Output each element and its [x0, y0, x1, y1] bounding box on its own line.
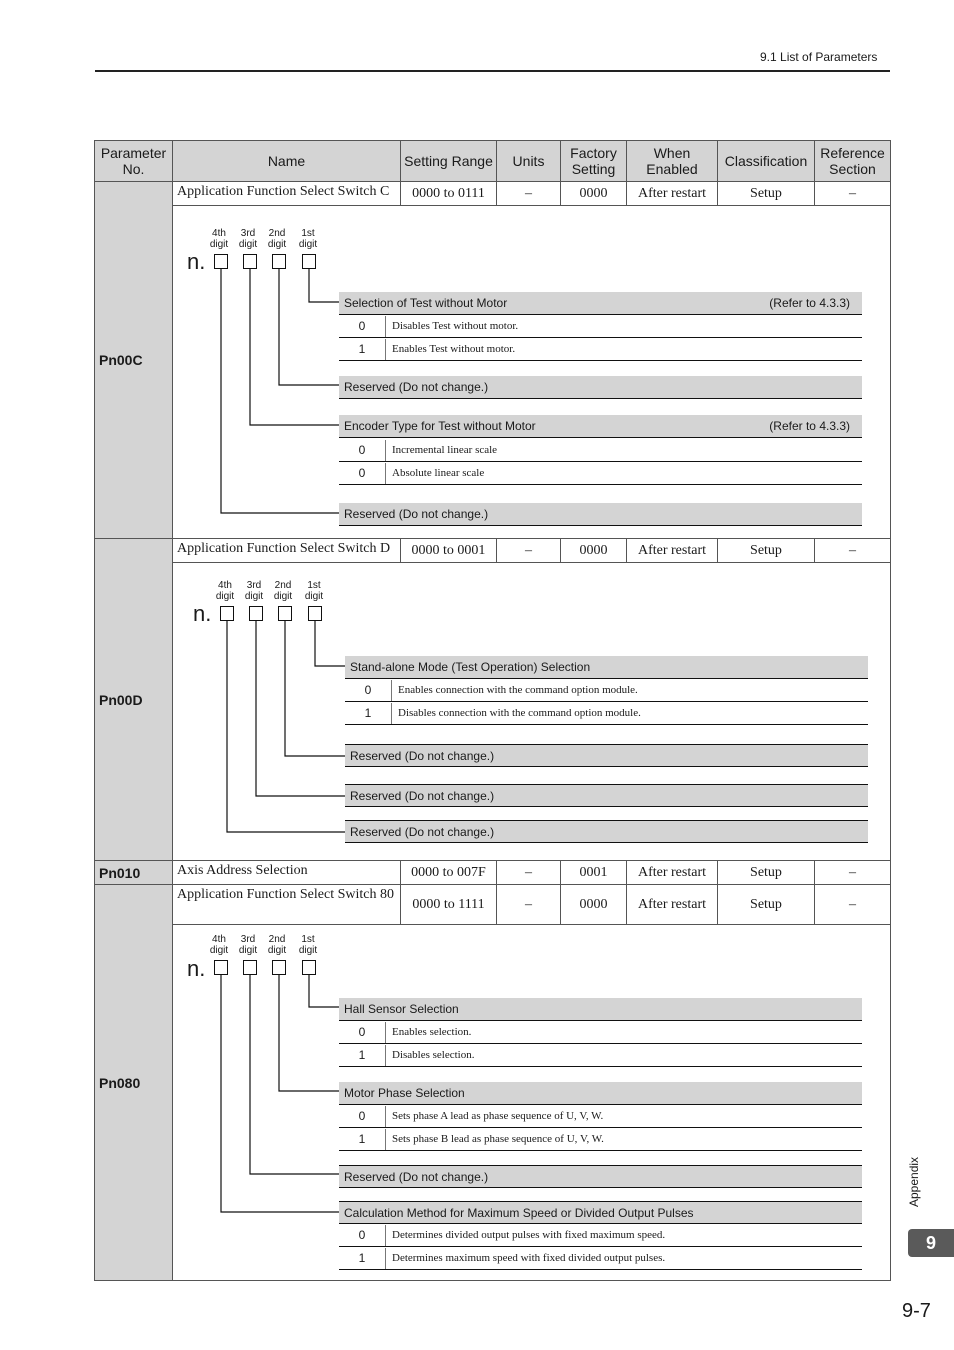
digit-setting-title: Reserved (Do not change.): [345, 784, 868, 807]
reference-section: –: [815, 182, 891, 206]
appendix-side-label: Appendix: [907, 1156, 921, 1207]
col-header-factory-setting: Factory Setting: [561, 141, 627, 182]
classification: Setup: [718, 182, 815, 206]
col-header-setting-range: Setting Range: [401, 141, 497, 182]
table-row: [95, 539, 891, 563]
option-row: 0 Enables selection.: [339, 1022, 862, 1044]
col-header-name: Name: [173, 141, 401, 182]
digit-setting-title: Reserved (Do not change.): [339, 376, 862, 399]
header-rule: [95, 70, 890, 72]
table-row: [95, 861, 891, 885]
digit-setting-title: Reserved (Do not change.): [345, 820, 868, 843]
option-row: 1 Enables Test without motor.: [339, 339, 862, 361]
digit-diagram-pn080: [173, 925, 891, 1281]
n-prefix: n.: [193, 601, 212, 626]
table-row: [95, 885, 891, 925]
reference-note: (Refer to 4.3.3): [769, 296, 850, 310]
param-number: Pn080: [95, 885, 173, 1281]
reference-note: (Refer to 4.3.3): [769, 419, 850, 433]
when-enabled: After restart: [627, 182, 718, 206]
digit-setting-title: Reserved (Do not change.): [339, 503, 862, 526]
digit-label-2nd: 2nd digit: [267, 934, 287, 956]
digit-setting-title: Hall Sensor Selection: [339, 998, 862, 1021]
table-row: [95, 182, 891, 206]
table-header-row: [95, 141, 891, 182]
digit-setting-title: Encoder Type for Test without Motor (Refer to 4.3.3): [339, 415, 862, 438]
digit-setting-title: Motor Phase Selection: [339, 1082, 862, 1105]
param-name: Application Function Select Switch C: [173, 182, 401, 206]
digit-diagram-pn00d: [173, 563, 891, 861]
option-row: 0 Enables connection with the command option module.: [345, 680, 868, 702]
option-row: 0 Disables Test without motor.: [339, 316, 862, 338]
digit-setting-title: Calculation Method for Maximum Speed or Divided Output Pulses: [339, 1201, 862, 1224]
units: –: [497, 539, 561, 563]
factory-setting: 0000: [561, 885, 627, 925]
when-enabled: After restart: [627, 885, 718, 925]
option-row: 0 Incremental linear scale: [339, 440, 862, 462]
option-row: 0 Sets phase A lead as phase sequence of U, V, W.: [339, 1106, 862, 1128]
digit-diagram-pn00c: [173, 206, 891, 539]
digit-setting-title: Reserved (Do not change.): [339, 1165, 862, 1188]
param-name: Application Function Select Switch 80: [173, 885, 401, 925]
digit-label-1st: 1st digit: [298, 934, 318, 956]
param-number: Pn010: [95, 861, 173, 885]
classification: Setup: [718, 885, 815, 925]
leader-lines: [173, 206, 893, 536]
option-row: 0 Absolute linear scale: [339, 463, 862, 485]
digit-label-3rd: 3rd digit: [238, 934, 258, 956]
option-row: 1 Determines maximum speed with fixed divided output pulses.: [339, 1248, 862, 1270]
section-header: 9.1 List of Parameters: [760, 50, 878, 64]
param-number: Pn00D: [95, 539, 173, 861]
option-row: 1 Disables connection with the command option module.: [345, 703, 868, 725]
classification: Setup: [718, 539, 815, 563]
digit-label-4th: 4th digit: [209, 228, 229, 250]
digit-setting-title: Selection of Test without Motor (Refer to 4.3.3): [339, 292, 862, 315]
col-header-units: Units: [497, 141, 561, 182]
digit-label-3rd: 3rd digit: [238, 228, 258, 250]
units: –: [497, 861, 561, 885]
setting-range: 0000 to 0001: [401, 539, 497, 563]
setting-range: 0000 to 0111: [401, 182, 497, 206]
param-number: Pn00C: [95, 182, 173, 539]
option-row: 0 Determines divided output pulses with fixed maximum speed.: [339, 1225, 862, 1247]
factory-setting: 0000: [561, 539, 627, 563]
digit-setting-title: Stand-alone Mode (Test Operation) Selection: [345, 656, 868, 679]
units: –: [497, 182, 561, 206]
digit-label-2nd: 2nd digit: [267, 228, 287, 250]
factory-setting: 0001: [561, 861, 627, 885]
classification: Setup: [718, 861, 815, 885]
chapter-tab: 9: [908, 1229, 954, 1257]
n-prefix: n.: [187, 956, 206, 981]
digit-label-3rd: 3rd digit: [244, 580, 264, 602]
option-row: 1 Sets phase B lead as phase sequence of U, V, W.: [339, 1129, 862, 1151]
n-prefix: n.: [187, 249, 206, 274]
param-name: Axis Address Selection: [173, 861, 401, 885]
param-name: Application Function Select Switch D: [173, 539, 401, 563]
units: –: [497, 885, 561, 925]
col-header-param-no: Parameter No.: [95, 141, 173, 182]
when-enabled: After restart: [627, 539, 718, 563]
col-header-classification: Classification: [718, 141, 815, 182]
when-enabled: After restart: [627, 861, 718, 885]
reference-section: –: [815, 885, 891, 925]
reference-section: –: [815, 861, 891, 885]
col-header-when-enabled: When Enabled: [627, 141, 718, 182]
digit-label-2nd: 2nd digit: [273, 580, 293, 602]
digit-label-4th: 4th digit: [209, 934, 229, 956]
digit-label-4th: 4th digit: [215, 580, 235, 602]
digit-label-1st: 1st digit: [304, 580, 324, 602]
col-header-reference-section: Reference Section: [815, 141, 891, 182]
digit-setting-title: Reserved (Do not change.): [345, 744, 868, 767]
setting-range: 0000 to 1111: [401, 885, 497, 925]
page-number: 9-7: [902, 1300, 931, 1322]
factory-setting: 0000: [561, 182, 627, 206]
parameter-table: [94, 140, 891, 1281]
reference-section: –: [815, 539, 891, 563]
setting-range: 0000 to 007F: [401, 861, 497, 885]
option-row: 1 Disables selection.: [339, 1045, 862, 1067]
digit-label-1st: 1st digit: [298, 228, 318, 250]
